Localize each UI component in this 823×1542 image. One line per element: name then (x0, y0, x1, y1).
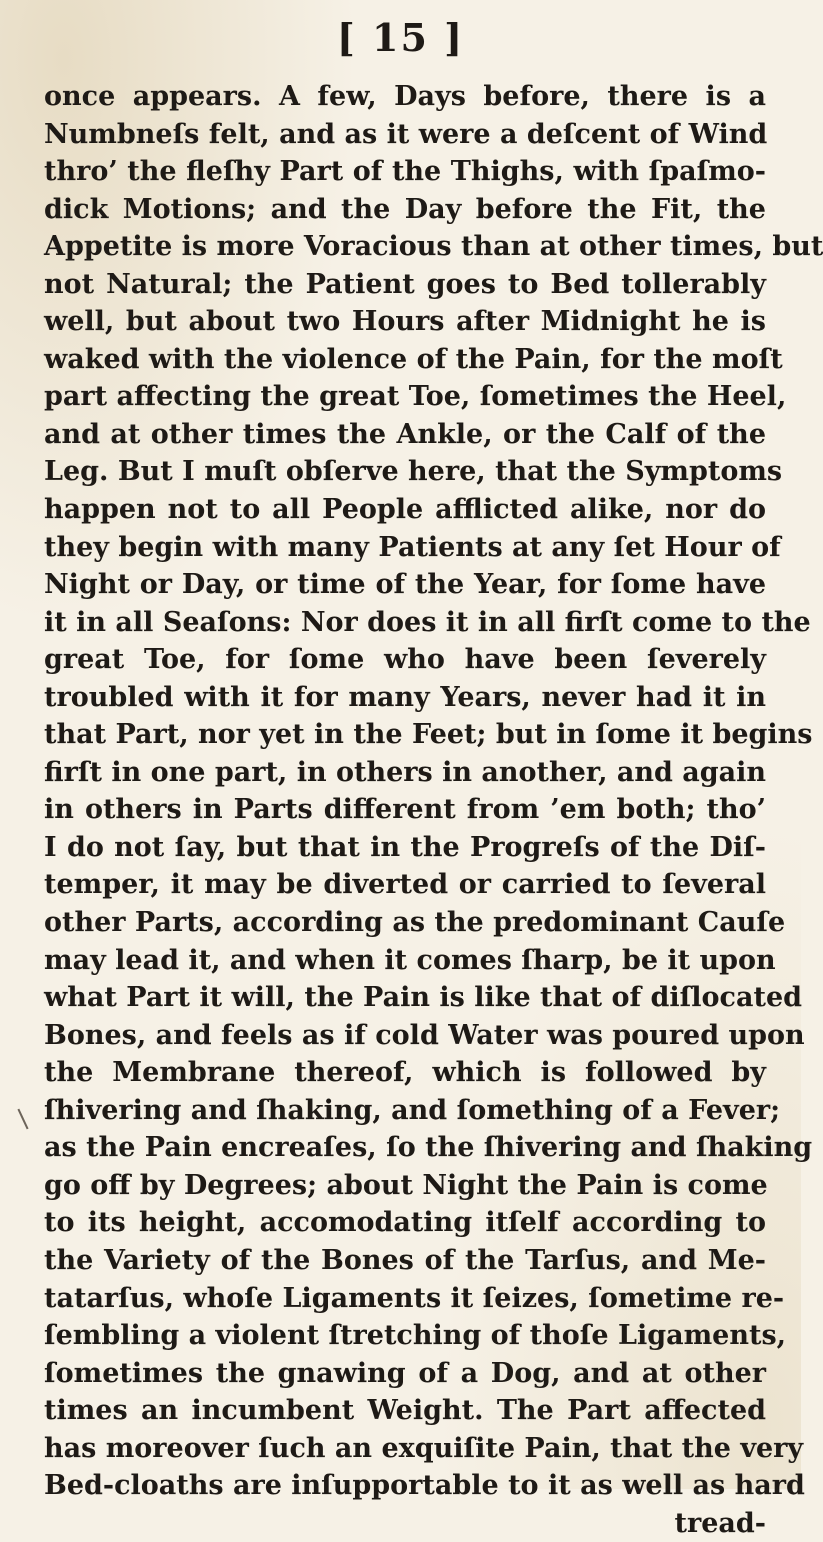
text-line: great Toe, for ſome who have been ſeverely (44, 644, 766, 676)
text-line: as the Pain encreaſes, ſo the ſhivering and ſhaking (44, 1132, 813, 1164)
text-line: thro’ the fleſhy Part of the Thighs, with ſpaſmo- (44, 156, 766, 188)
text-line: the Membrane thereof, which is followed by (44, 1057, 766, 1089)
text-line: Leg. But I muſt obſerve here, that the Symptoms (44, 456, 783, 488)
text-line: waked with the violence of the Pain, for the moſt (44, 343, 783, 375)
text-line: they begin with many Patients at any ſet Hour of (44, 531, 781, 563)
text-line: Bones, and feels as if cold Water was poured upon (44, 1019, 805, 1051)
text-line: the Variety of the Bones of the Tarſus, and Me- (44, 1244, 766, 1276)
text-line: Appetite is more Voracious than at other times, but (44, 231, 823, 263)
catchword: tread- (674, 1507, 766, 1539)
text-line: other Parts, according as the predominant Cauſe (44, 907, 786, 939)
text-line: and at other times the Ankle, or the Calf of the (44, 418, 766, 450)
body-text (44, 78, 823, 1542)
text-line: ſhivering and ſhaking, and ſomething of a Fever; (44, 1094, 781, 1126)
text-line: has moreover ſuch an exquiſite Pain, that the very (44, 1432, 804, 1464)
text-line: what Part it will, the Pain is like that of diſlocated (44, 982, 803, 1014)
text-line: temper, it may be diverted or carried to ſeveral (44, 869, 766, 901)
text-line: that Part, nor yet in the Feet; but in ſome it begins (44, 719, 813, 751)
text-line: dick Motions; and the Day before the Fit, the (44, 193, 766, 225)
text-line: Bed-cloaths are inſupportable to it as well as hard (44, 1470, 805, 1502)
text-line: not Natural; the Patient goes to Bed tollerably (44, 268, 766, 300)
text-line: in others in Parts different from ’em both; tho’ (44, 794, 766, 826)
text-line: well, but about two Hours after Midnight he is (44, 306, 766, 338)
text-line: once appears. A few, Days before, there is a (44, 81, 766, 112)
page-number-header: [ 15 ] (336, 15, 465, 60)
text-line: I do not ſay, but that in the Progreſs of the Diſ- (44, 831, 766, 863)
text-line: Night or Day, or time of the Year, for ſome have (44, 569, 766, 601)
text-line: times an incumbent Weight. The Part affected (44, 1395, 766, 1427)
text-line: it in all Seaſons: Nor does it in all firſt come to the (44, 606, 811, 638)
text-line: troubled with it for many Years, never had it in (44, 681, 766, 713)
text-line: ſembling a violent ſtretching of thoſe Ligaments, (44, 1320, 787, 1352)
text-line: ſometimes the gnawing of a Dog, and at other (44, 1357, 766, 1389)
margin-mark (17, 1109, 28, 1130)
text-line: Numbneſs felt, and as it were a deſcent of Wind (44, 118, 768, 150)
text-line: tatarſus, whoſe Ligaments it ſeizes, ſometime re- (44, 1282, 785, 1314)
text-line: to its height, accomodating itſelf according to (44, 1207, 766, 1239)
text-line: may lead it, and when it comes ſharp, be it upon (44, 944, 776, 976)
text-line: part affecting the great Toe, ſometimes the Heel, (44, 381, 787, 413)
text-line: go off by Degrees; about Night the Pain is come (44, 1169, 768, 1201)
text-line: firſt in one part, in others in another, and again (44, 756, 767, 788)
text-line: happen not to all People afflicted alike, nor do (44, 494, 766, 526)
